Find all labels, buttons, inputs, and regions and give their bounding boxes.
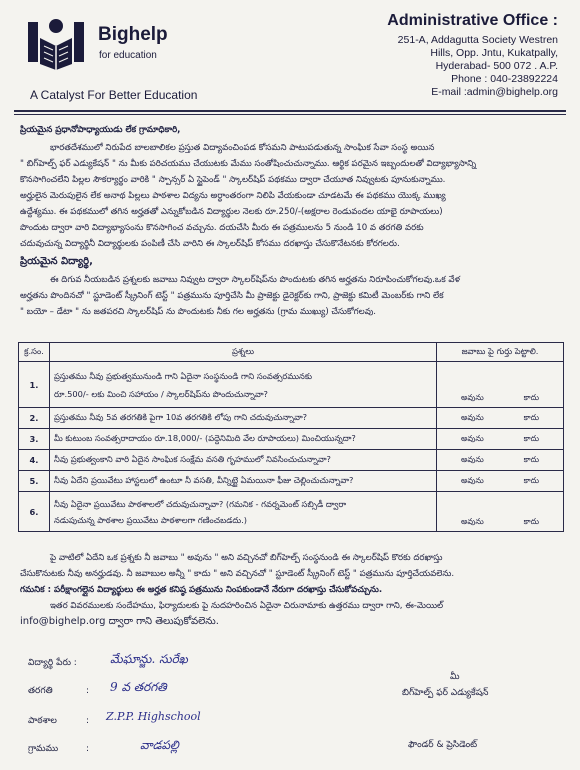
paragraph-line: చదువుచున్న విద్యార్థినీ విద్యార్థులకు పంపిణీ చేసి వారిని ఈ స్కాలర్‌షిప్ కోసము దరఖాస్తు చేసుకొనేటనకు కోరగలరు. <box>20 239 400 249</box>
address-line: Hills, Opp. Jntu, Kukatpally, <box>430 47 558 59</box>
answer-cell <box>437 429 564 450</box>
school-label: పాఠశాల <box>28 716 57 726</box>
eligibility-table <box>18 342 564 532</box>
no-option[interactable]: కాదు <box>523 517 540 526</box>
table-row <box>19 471 564 492</box>
school-value[interactable]: Z.P.P. Highschool <box>106 710 201 723</box>
yes-option[interactable]: అవును <box>460 393 484 402</box>
student-name-label: విద్యార్థి పేరు : <box>28 658 77 668</box>
col-question: ప్రశ్నలు <box>50 343 437 362</box>
answer-cell <box>437 492 564 532</box>
signoff-title: ఫౌండర్ & ప్రెసిడెంట్ <box>408 740 478 750</box>
table-row <box>19 362 564 408</box>
phone-line: Phone : 040-23892224 <box>451 73 558 85</box>
signoff-org: బిగ్‌హెల్ప్ ఫర్ ఎడ్యుకేషన్ <box>402 688 489 698</box>
question-text: నీవు ఏదైనా ప్రయివేటు పాఠశాలలో చదువుచున్నావా? (గమనిక - గవర్నమెంట్ సబ్సిడీ ద్వారా <box>54 498 347 509</box>
no-option[interactable]: కాదు <box>523 454 540 464</box>
question-text: ప్రస్తుతము నీవు 5వ తరగతికి పైగా 10వ తరగతికి లోపు గాని చదువుచున్నావా? <box>50 408 437 429</box>
row-number: 6. <box>19 492 50 532</box>
question-text: నీవు ప్రభుత్వంకాని వారి ఏదైన సాంఘిక సంక్షేమ వసతి గృహములో నివసించుచున్నావా? <box>50 450 437 471</box>
yes-option[interactable]: అవును <box>460 454 484 464</box>
yes-option[interactable]: అవును <box>460 433 484 443</box>
table-header-row <box>19 343 564 362</box>
question-text: ప్రస్తుతము నీవు ప్రభుత్వమునుండి గాని ఏదైనా సంస్థనుండి గాని సంవత్సరమునకు <box>54 370 313 381</box>
row-number: 1. <box>19 362 50 408</box>
col-sno: క్ర.సం. <box>19 343 50 362</box>
tagline: A Catalyst For Better Education <box>30 88 198 102</box>
paragraph-line: ఈ దిగువ నీయబడిన ప్రశ్నలకు జవాబు నివ్వుట ద్వారా స్కాలర్‌షిప్‌ను పొందుటకు తగిన అర్హతను నిరూపించుకోగలవు.ఒక వేళ <box>50 275 461 285</box>
question-text: మీ కుటుంబ సంవత్సరాదాయం రూ.18,000/- (పద్దెనిమిది వేల రూపాయలు) మించియున్నదా? <box>50 429 437 450</box>
email-contact-line: info@bighelp.org ద్వారా గాని తెలుపుకోవలెను. <box>20 616 219 627</box>
note-line: గమనిక : పరీక్షాంగల్లైన విద్యార్థులు ఈ అర్హత కనిష్ఠ పత్రమును నింపకుండానే నేరుగా దరఖాస్తు చేసుకోవచ్చును. <box>20 585 383 595</box>
question-text: నడుపుచున్న పాఠశాల ప్రయివేటు పాఠశాలగా గణించబడదు.) <box>54 514 248 525</box>
table-row <box>19 450 564 471</box>
brand-subtitle: for education <box>99 50 157 61</box>
signoff-line: మీ <box>450 672 460 682</box>
class-value[interactable]: 9 వ తరగతి <box>110 680 167 694</box>
office-title: Administrative Office : <box>387 12 558 29</box>
question-text: నీవు ఏదేని ప్రయివేటు హాస్టలులో ఉంటూ నీ వసతి, వీన్నిట్టెై ఏమయినా ఫీజు చెల్లించుచున్నావా? <box>50 471 437 492</box>
answer-cell <box>437 450 564 471</box>
village-value[interactable]: వాడపల్లి <box>140 738 179 752</box>
email-line: E-mail :admin@bighelp.org <box>431 86 558 98</box>
closing-line: ఇతర వివరములకు సందేహము, ఫిర్యాదులకు పై నుదహరించిన ఏదైనా చిరునామాకు ఉత్తరము ద్వారా గాని, ఈ-మెయిల్ <box>50 601 444 611</box>
table-row <box>19 429 564 450</box>
paragraph-line: " బయో – డేటా " ను జతపరచి స్కాలర్‌షిప్ ను పొందుటకు నీకు గల అర్హతను (గ్రామ ముఖ్యు) చేసుకోగలవు. <box>20 307 377 317</box>
answer-cell <box>437 362 564 408</box>
col-answer: జవాబు పై గుర్తు పెట్టాలి. <box>437 343 564 362</box>
table-row <box>19 408 564 429</box>
bighelp-logo <box>26 16 86 72</box>
paragraph-line: " బిగ్‌హెల్ప్ ఫర్ ఎడ్యుకేషన్ " ను మీకు పరిచయము చేయుటకు మేము సంతోషించుచున్నాము. ఆర్థిక పరమైన ఇబ్బందులతో విద్యాభ్యాసాన్ని <box>20 159 477 169</box>
paragraph-line: భారతదేశములో నిరుపేద బాలబాలికల ప్రస్తుత విద్యావంచింపడ కోసమని పాటుపడుతున్న సాంఘిక సేవా సంస్థ అయిన <box>50 143 435 153</box>
closing-line: పై వాటిలో ఏదేని ఒక ప్రశ్నకు నీ జవాబు " అవును " అని వచ్చినచో బిగ్‌హెల్ప్ సంస్థనుండి ఈ స్కాలర్‌షిప్ కొరకు దరఖాస్తు <box>50 553 443 563</box>
office-address <box>348 12 558 99</box>
answer-cell <box>437 408 564 429</box>
no-option[interactable]: కాదు <box>523 433 540 443</box>
yes-option[interactable]: అవును <box>460 517 484 526</box>
brand-name: Bighelp <box>98 24 168 45</box>
colon: : <box>86 686 90 696</box>
question-cell <box>50 362 437 408</box>
answer-cell <box>437 471 564 492</box>
row-number: 4. <box>19 450 50 471</box>
colon: : <box>86 744 90 754</box>
yes-option[interactable]: అవును <box>460 412 484 422</box>
address-line: 251-A, Addagutta Society Westren <box>397 34 558 46</box>
closing-line: చేసుకొనుటకు నీవు అనర్హుడవు. నీ జవాబుల అన్నీ " కాదు " అని వచ్చినచో " స్టూడెంట్ స్క్రీనింగ్ టెస్ట్ " పత్రమును పూర్తిచేయవలెను. <box>20 569 455 579</box>
header-divider <box>14 110 566 112</box>
header-divider <box>14 114 566 115</box>
student-name-value[interactable]: మేఘాన్జు. సురేఖ <box>110 652 188 666</box>
no-option[interactable]: కాదు <box>523 412 540 422</box>
question-cell <box>50 492 437 532</box>
address-line: Hyderabad- 500 072 . A.P. <box>435 60 558 72</box>
student-salutation: ప్రియమైన విద్యార్థి, <box>20 256 93 267</box>
paragraph-line: అర్హతను పొందినచో " స్టూడెంట్ స్క్రీనింగ్ టెస్ట్ " పత్రమును పూర్తిచేసి మీ ప్రాజెక్టు డైరెక్టర్‌కు గాని, ప్రాజెక్టు కమిటీ మెంబర్‌కు గాని లేక <box>20 291 444 301</box>
table-row <box>19 492 564 532</box>
paragraph-line: ఉద్దేశ్యము. ఈ పథకములో తగిన అర్హతతో ఎన్నుకోబడిన విద్యార్థుల నెలకు రూ.250/-(అక్షరాల రెండువందల యాభై రూపాయలు) <box>20 207 443 217</box>
no-option[interactable]: కాదు <box>523 475 540 485</box>
row-number: 2. <box>19 408 50 429</box>
paragraph-line: పొందుట ద్వారా వారి విద్యాభ్యాసంను కొనసాగించ వచ్చును. దయచేసి మీరు ఈ పత్రములను 5 నుండి 10 వ తరగతి వరకు <box>20 223 424 233</box>
row-number: 3. <box>19 429 50 450</box>
paragraph-line: అర్హులైన మెరుపులైన లేక అనాథ పిల్లలు పాఠశాల విద్యను అర్ధాంతరంగా నిలిపి వేయకుండా చూడటమే ఈ పథకము యొక్క ముఖ్య <box>20 191 446 201</box>
salutation: ప్రియమైన ప్రధానోపాధ్యాయుడు లేక గ్రామాధికారి, <box>20 125 181 135</box>
yes-option[interactable]: అవును <box>460 475 484 485</box>
colon: : <box>86 716 90 726</box>
question-text: రూ.500/- లకు మించి సహాయం / స్కాలర్‌షిప్‌ను పొందుచున్నావా? <box>54 388 268 399</box>
no-option[interactable]: కాదు <box>523 393 540 402</box>
paragraph-line: కొనసాగించలేని పిల్లల సౌకర్యార్థం వారికి " స్పాన్సర్ ఏ స్టైపెండ్ " స్కాలర్‌షిప్ పథకము ద్వారా చేయూత నివ్వుటకు పూనుకున్నాము. <box>20 175 446 185</box>
village-label: గ్రామము <box>28 744 59 754</box>
row-number: 5. <box>19 471 50 492</box>
class-label: తరగతి <box>28 686 53 696</box>
